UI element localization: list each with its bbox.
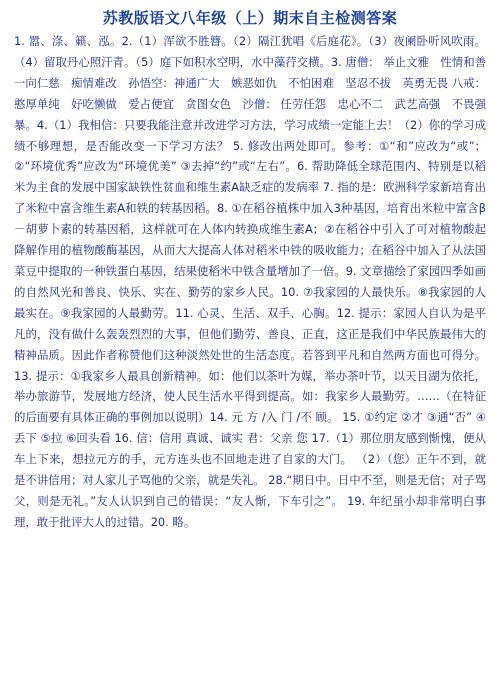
answer-body: 1. 嚣、涤、籁、泓。2.（1）浑欲不胜簪。（2）隔江犹唱《后庭花》。（3）夜阑卧听风吹雨。（4）留取丹心照汗青。（5）庭下如积水空明，水中藻荇交横。3. 唐僧： 举止文雅 性情和善 一向仁慈 痴情难改 孙悟空：神通广大 嫉恶如仇 不怕困难 坚忍不拔 英勇无畏 八戒： 憨厚单纯 好吃懒做 爱占便宜 贪图女色 沙僧： 任劳任怨 忠心不二 武艺高强 不畏强暴。4.（1）我相信：只要我能注意并改进学习方法，学习成绩一定能上去！（2）你的学习成绩不够理想，是否能改变一下学习方法？ 5. 修改出两处即可。参考：①“和”应改为“或”；②“环境优秀”应改为“环境优美” ③去掉“约”或“左右”。6. 帮助降低全球范围内、特别是以稻米为主食的发展中国家缺铁性贫血和维生素A缺乏症的发病率 7. 指的是：欧洲科学家新培育出了米粒中富含维生素A和铁的转基因稻。8. ①在稻谷植株中加入3种基因，培育出米粒中富含β－胡萝卜素的转基因稻，这样就可在人体内转换成维生素A；②在稻谷中引入了可对植物酸起降解作用的植物酸酶基因，从而大大提高人体对稻米中铁的吸收能力；在稻谷中加入了从法国菜豆中提取的一种铁蛋白基因，结果使稻米中铁含量增加了一倍。9. 文章描绘了家园四季如画的自然风光和善良、快乐、实在、勤劳的家乡人民。10. ⑦我家园的人最快乐。⑧我家园的人最实在。⑨我家园的人最勤劳。11. 心灵、生活、双手、心胸。12. 提示：家园人自认为是平凡的，没有做什么轰轰烈烈的大事，但他们勤劳、善良、正直，这正是我们中华民族最伟大的精神品质。因此作者称赞他们这种淡然处世的生活态度。若答到平凡和自然两方面也可得分。13. 提示：①我家乡人最具创新精神。如：他们以茶叶为媒，举办茶叶节，以天目湖为依托，举办旅游节，发展地方经济，使人民生活水平得到提高。如：我家乡人最勤劳。……（在特征的后面要有具体正确的事例加以说明）14. 元 方 /入 门 /不 顾。 15. ①约定 ②才 ③通“否” ④丢下 ⑤拉 ⑥回头看 16. 信：信用 真诚、诚实 君：父亲 您 17.（1）那位朋友感到惭愧，便从车上下来，想拉元方的手，元方连头也不回地走进了自家的大门。 （2）（您）正午不到，就是不讲信用；对人家儿子骂他的父亲，就是失礼。 28.“期日中。日中不至，则是无信；对子骂父，则是无礼。”友人认识到自己的错误：“友人惭，下车引之”。 19. 年纪虽小却非常明白事理，敢于批评大人的过错。20. 略。 [14, 34, 498, 529]
document-title: 苏教版语文八年级（上）期末自主检测答案 [102, 9, 398, 27]
